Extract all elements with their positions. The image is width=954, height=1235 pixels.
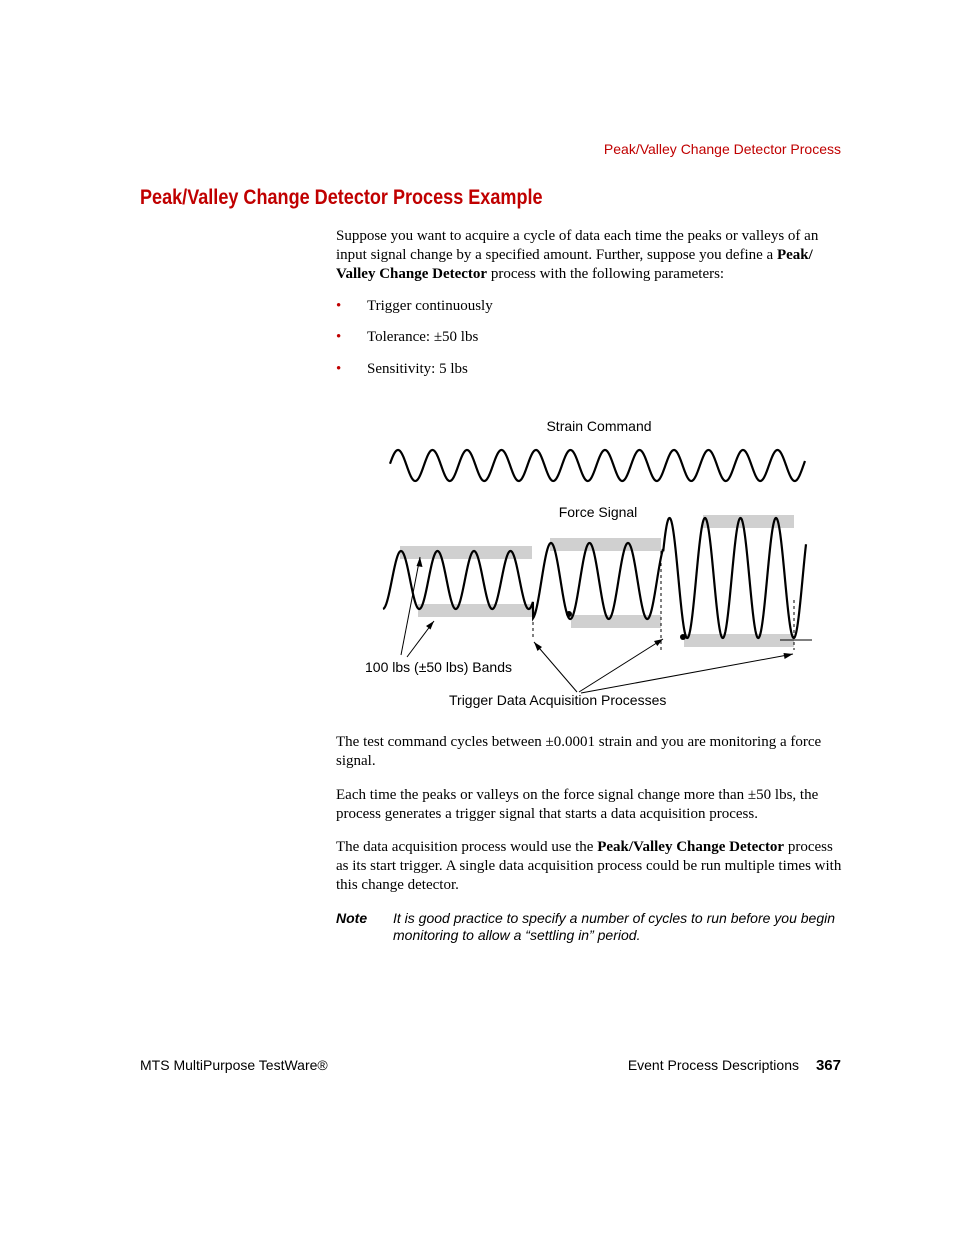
band-upper-3 <box>703 515 794 528</box>
bullet-text: Sensitivity: 5 lbs <box>367 361 468 377</box>
trigger-pointers <box>534 639 793 693</box>
band-lower-2 <box>571 615 661 628</box>
footer-section: Event Process Descriptions <box>627 1057 799 1073</box>
trigger-label: Trigger Data Acquisition Processes <box>449 692 667 708</box>
trigger-pointer-line <box>579 639 663 692</box>
body-p3-text-1: The data acquisition process would use the <box>336 839 598 855</box>
bullet-marker: • <box>336 361 342 377</box>
band-lower-1 <box>418 604 532 617</box>
arrowhead <box>654 639 663 646</box>
intro-bold-term: Peak/ Valley Change Detector <box>336 247 813 282</box>
force-signal-label: Force Signal <box>558 504 638 520</box>
intro-text-2: process with the following parameters: <box>487 266 725 282</box>
bullet-text: Trigger continuously <box>367 298 493 314</box>
tolerance-bands <box>400 515 794 647</box>
band-upper-2 <box>550 538 661 551</box>
body-paragraph-3 <box>336 838 846 895</box>
band-lower-3 <box>684 634 794 647</box>
peak-valley-diagram <box>360 410 820 715</box>
trigger-pointer-line <box>581 654 793 693</box>
body-paragraph-2: Each time the peaks or valleys on the force signal change more than ±50 lbs, the process generates a trigger signal that starts a data acquisition process. <box>336 787 819 822</box>
note-label: Note <box>336 910 368 926</box>
body-paragraph-1: The test command cycles between ±0.0001 strain and you are monitoring a force signal. <box>336 734 822 769</box>
arrowhead <box>426 621 434 630</box>
band-start-dot <box>680 634 686 640</box>
arrowhead <box>784 653 794 659</box>
bands-label: 100 lbs (±50 lbs) Bands <box>365 659 512 675</box>
running-head: Peak/Valley Change Detector Process <box>603 141 841 157</box>
note-text: It is good practice to specify a number of cycles to run before you begin monitoring to allow a “settling in” period. <box>393 910 836 943</box>
page-number: 367 <box>815 1057 841 1074</box>
trigger-pointer-line <box>534 642 577 692</box>
intro-text-1: Suppose you want to acquire a cycle of data each time the peaks or valleys of an input signal change by a specified amount. Further, suppose you define a <box>336 228 819 263</box>
bullet-marker: • <box>336 298 342 314</box>
footer-product: MTS MultiPurpose TestWare® <box>140 1057 328 1073</box>
body-p3-bold-term: Peak/Valley Change Detector <box>597 839 785 855</box>
bullet-marker: • <box>336 329 342 345</box>
strain-command-wave <box>390 450 805 481</box>
section-title: Peak/Valley Change Detector Process Example <box>140 186 543 209</box>
intro-paragraph <box>336 227 846 284</box>
band-start-dot <box>566 611 572 617</box>
body-p3-text-2: process as its start trigger. A single data acquisition process could be run multiple times with this change detector. <box>336 839 842 893</box>
bullet-text: Tolerance: ±50 lbs <box>367 329 479 345</box>
strain-command-label: Strain Command <box>546 418 652 434</box>
